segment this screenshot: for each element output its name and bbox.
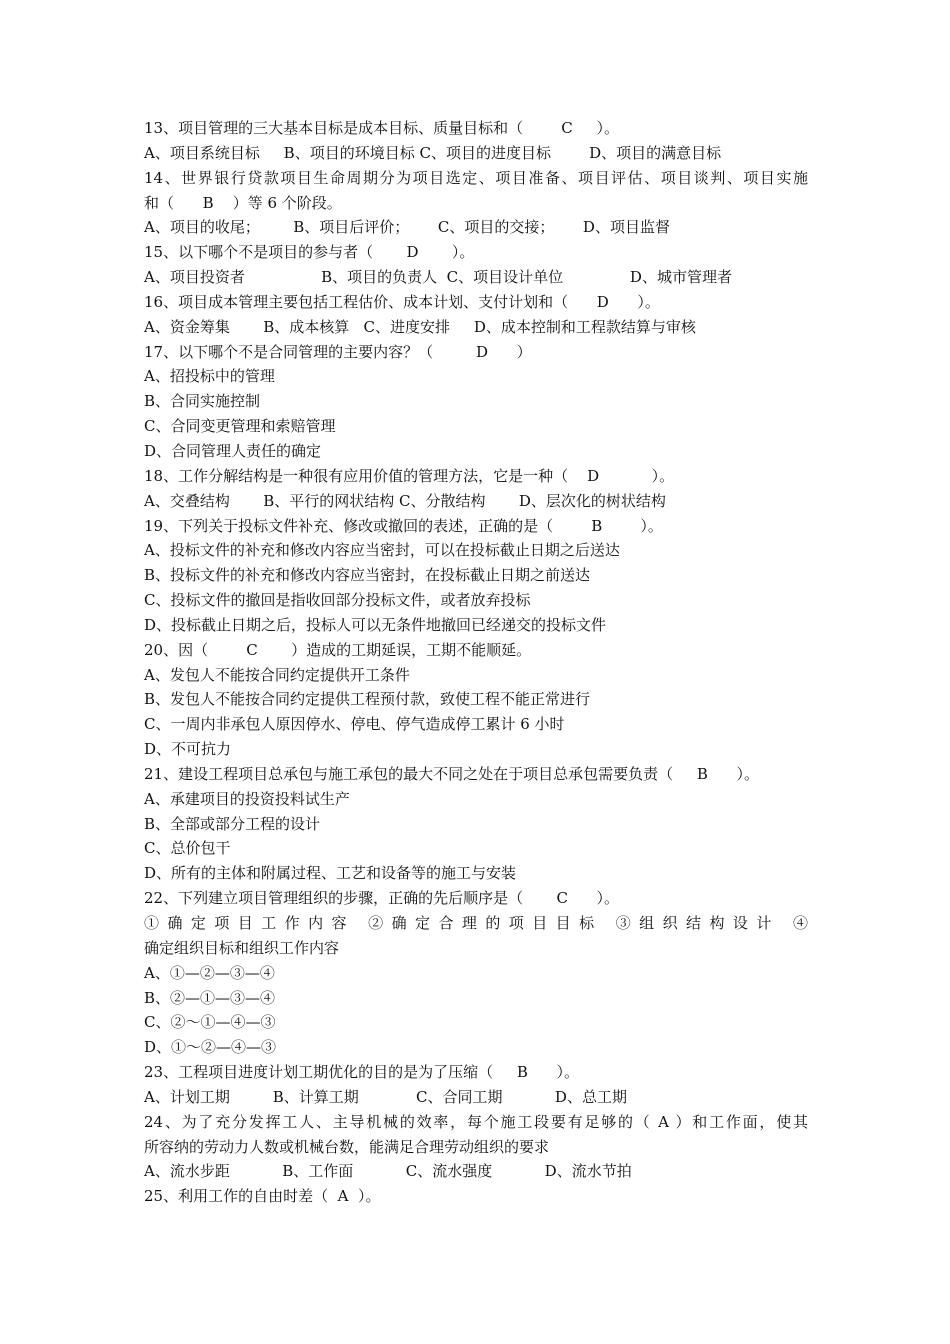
question-17-option-c: C、合同变更管理和索赔管理 bbox=[144, 417, 336, 436]
question-20-option-a: A、发包人不能按合同约定提供开工条件 bbox=[144, 665, 410, 684]
question-24-cont: 所容纳的劳动力人数或机械台数，能满足合理劳动组织的要求 bbox=[144, 1137, 550, 1156]
question-21-option-d: D、所有的主体和附属过程、工艺和设备等的施工与安装 bbox=[144, 864, 517, 883]
question-17-option-a: A、招投标中的管理 bbox=[144, 367, 275, 386]
question-22-option-a: A、①—②—③—④ bbox=[144, 963, 275, 982]
question-19-option-c: C、投标文件的撤回是指收回部分投标文件，或者放弃投标 bbox=[144, 591, 531, 610]
question-22-option-d: D、①～②—④—③ bbox=[144, 1038, 277, 1057]
question-25: 25、利用工作的自由时差（ A ）。 bbox=[144, 1187, 381, 1206]
question-19-option-a: A、投标文件的补充和修改内容应当密封，可以在投标截止日期之后送达 bbox=[144, 541, 620, 560]
question-18: 18、工作分解结构是一种很有应用价值的管理方法，它是一种（ D ）。 bbox=[144, 466, 675, 485]
question-23: 23、工程项目进度计划工期优化的目的是为了压缩（ B ）。 bbox=[144, 1063, 580, 1082]
question-21-option-a: A、承建项目的投资投料试生产 bbox=[144, 789, 350, 808]
question-20: 20、因（ C ）造成的工期延误，工期不能顺延。 bbox=[144, 640, 532, 659]
question-16: 16、项目成本管理主要包括工程估价、成本计划、支付计划和（ D ）。 bbox=[144, 292, 660, 311]
question-20-option-d: D、不可抗力 bbox=[144, 740, 232, 759]
question-21-option-c: C、总价包干 bbox=[144, 839, 231, 858]
question-15-options: A、项目投资者 B、项目的负责人 C、项目设计单位 D、城市管理者 bbox=[144, 268, 732, 287]
question-24-options: A、流水步距 B、工作面 C、流水强度 D、流水节拍 bbox=[144, 1162, 632, 1181]
question-22: 22、下列建立项目管理组织的步骤，正确的先后顺序是（ C ）。 bbox=[144, 889, 620, 908]
question-22-steps-cont: 确定组织目标和组织工作内容 bbox=[144, 938, 340, 957]
question-19-option-b: B、投标文件的补充和修改内容应当密封，在投标截止日期之前送达 bbox=[144, 566, 591, 585]
question-24: 24、为了充分发挥工人、主导机械的效率，每个施工段要有足够的（ A ）和工作面，使其 bbox=[144, 1112, 808, 1131]
question-14-cont: 和（ B ）等 6 个阶段。 bbox=[144, 193, 342, 212]
document-body bbox=[144, 116, 808, 1209]
question-22-option-b: B、②—①—③—④ bbox=[144, 988, 276, 1007]
question-19: 19、下列关于投标文件补充、修改或撤回的表述，正确的是（ B ）。 bbox=[144, 516, 663, 535]
question-14: 14、世界银行贷款项目生命周期分为项目选定、项目准备、项目评估、项目谈判、项目实施 bbox=[144, 168, 808, 187]
question-23-options: A、计划工期 B、计算工期 C、合同工期 D、总工期 bbox=[144, 1087, 627, 1106]
question-14-options: A、项目的收尾； B、项目后评价； C、项目的交接； D、项目监督 bbox=[144, 218, 670, 237]
question-22-steps: ①确定项目工作内容 ②确定合理的项目目标 ③组织结构设计 ④ bbox=[144, 914, 808, 932]
question-13-options: A、项目系统目标 B、项目的环境目标 C、项目的进度目标 D、项目的满意目标 bbox=[144, 143, 722, 162]
question-20-option-b: B、发包人不能按合同约定提供工程预付款，致使工程不能正常进行 bbox=[144, 690, 591, 709]
question-15: 15、以下哪个不是项目的参与者（ D ）。 bbox=[144, 243, 475, 262]
question-20-option-c: C、一周内非承包人原因停水、停电、停气造成停工累计 6 小时 bbox=[144, 715, 565, 734]
question-19-option-d: D、投标截止日期之后，投标人可以无条件地撤回已经递交的投标文件 bbox=[144, 615, 607, 634]
question-18-options: A、交叠结构 B、平行的网状结构 C、分散结构 D、层次化的树状结构 bbox=[144, 491, 666, 510]
question-17-option-d: D、合同管理人责任的确定 bbox=[144, 441, 322, 460]
question-17: 17、以下哪个不是合同管理的主要内容？（ D ） bbox=[144, 342, 532, 361]
question-17-option-b: B、合同实施控制 bbox=[144, 392, 261, 411]
question-21: 21、建设工程项目总承包与施工承包的最大不同之处在于项目总承包需要负责（ B ）。 bbox=[144, 764, 760, 783]
question-21-option-b: B、全部或部分工程的设计 bbox=[144, 814, 321, 833]
question-16-options: A、资金筹集 B、成本核算 C、进度安排 D、成本控制和工程款结算与审核 bbox=[144, 317, 696, 336]
question-13: 13、项目管理的三大基本目标是成本目标、质量目标和（ C ）。 bbox=[144, 119, 620, 137]
question-22-option-c: C、②～①—④—③ bbox=[144, 1013, 276, 1032]
